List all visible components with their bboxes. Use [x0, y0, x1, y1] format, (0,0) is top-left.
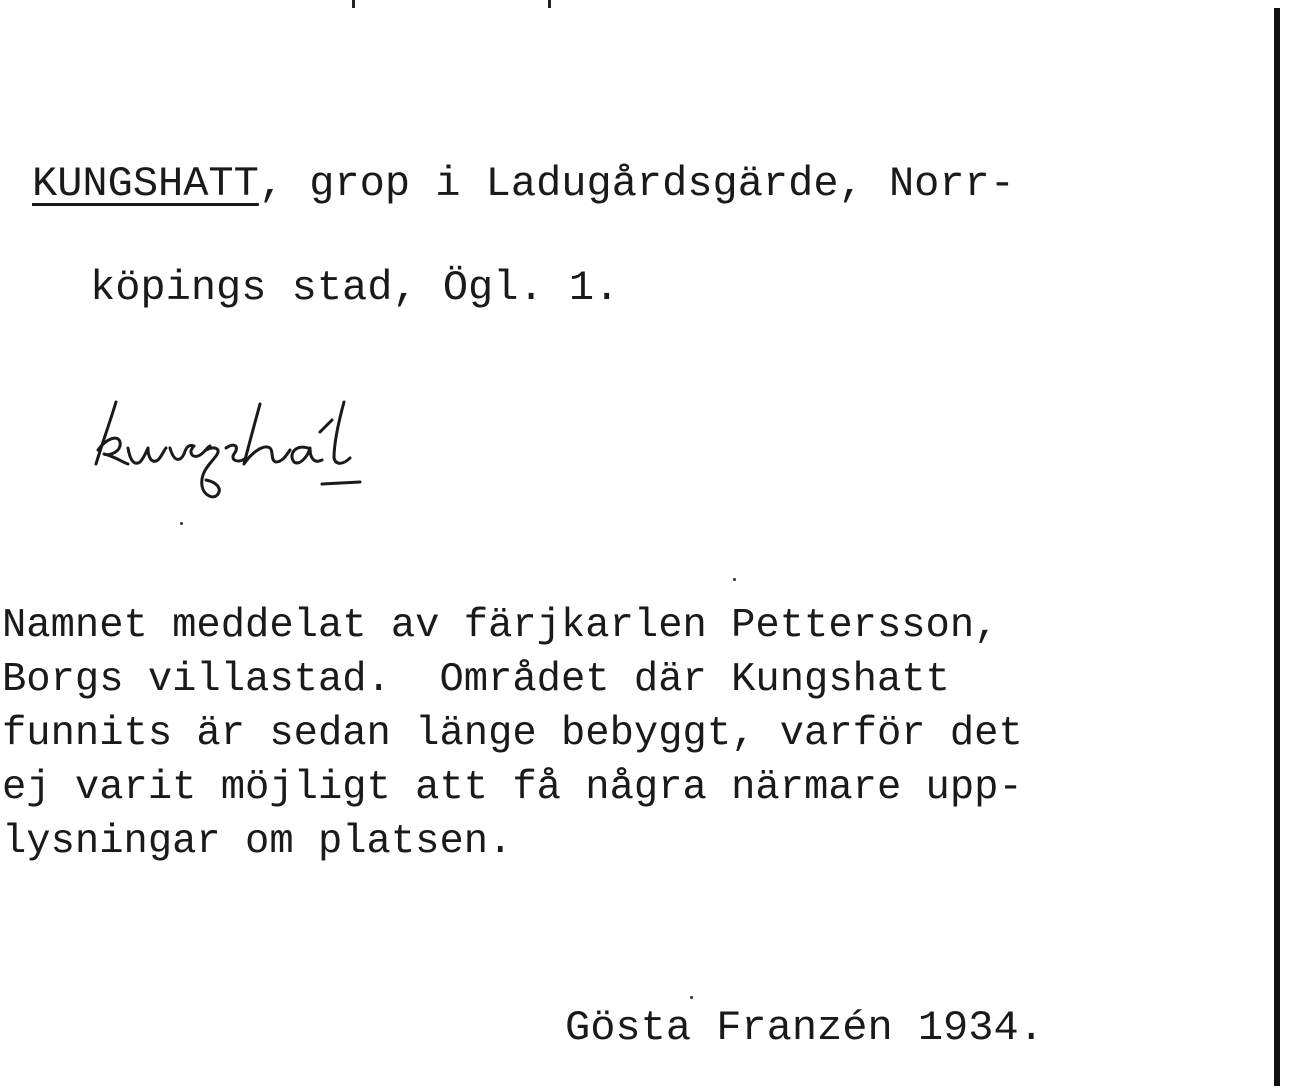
signature: Gösta Franzén 1934.: [565, 1004, 1044, 1052]
body-line: Borgs villastad. Området där Kungshatt: [2, 657, 950, 703]
body-line: lysningar om platsen.: [2, 819, 513, 865]
headword: KUNGSHATT: [32, 160, 259, 208]
body-line: ej varit möjligt att få några närmare upp-: [2, 765, 1023, 811]
card-speck: [180, 522, 183, 525]
heading-line-2: köpings stad, Ögl. 1.: [90, 264, 620, 312]
body-line: Namnet meddelat av färjkarlen Pettersson,: [2, 603, 999, 649]
handwritten-form: [88, 392, 438, 522]
card-speck: [733, 578, 736, 581]
heading-description: , grop i Ladugårdsgärde, Norr-: [258, 160, 1015, 208]
body-line: funnits är sedan länge bebyggt, varför det: [2, 711, 1023, 757]
card-top-mark: [548, 0, 551, 8]
heading-line-1: [32, 158, 1015, 210]
card-speck: [690, 996, 693, 999]
card-top-mark: [352, 0, 355, 8]
card-edge-line: [1274, 8, 1280, 1086]
